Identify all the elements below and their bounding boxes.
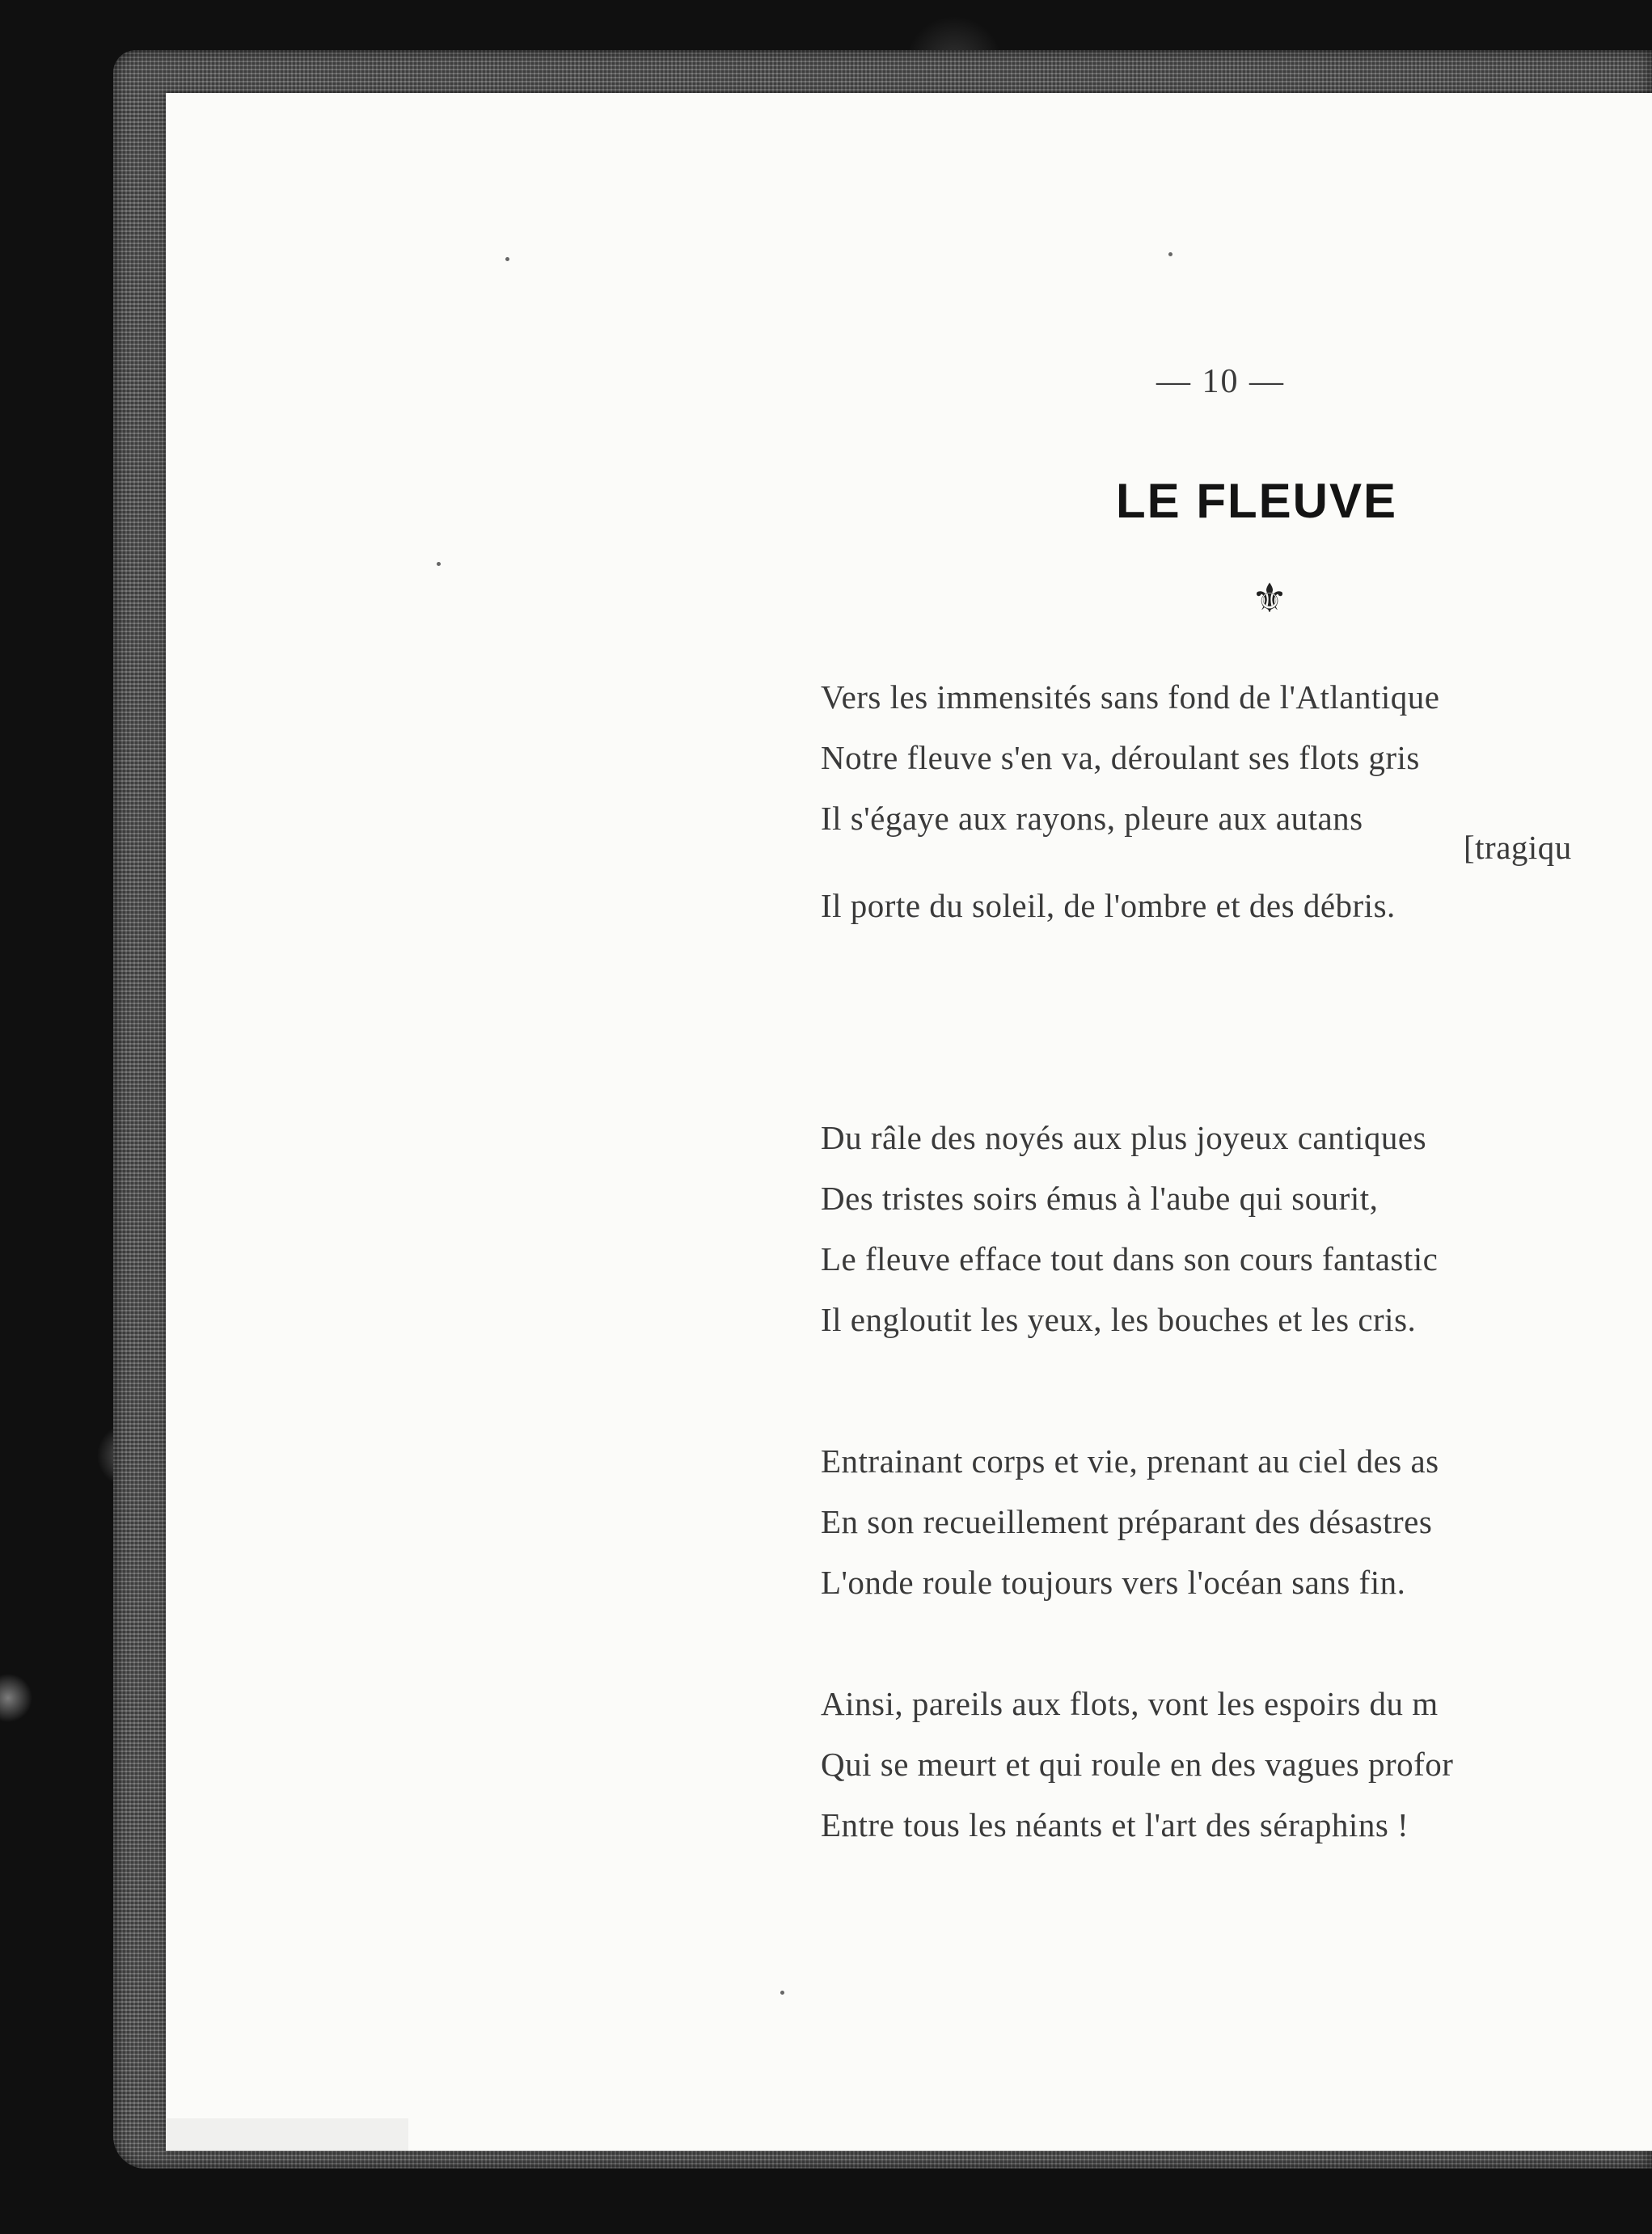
scan-speck <box>1168 252 1172 256</box>
stanza-2 <box>821 1108 1652 1350</box>
verse-line: Ainsi, pareils aux flots, vont les espoirs du m <box>821 1685 1439 1722</box>
fleur-de-lis-icon: ⚜ <box>1251 576 1288 621</box>
verse-line: Il engloutit les yeux, les bouches et les cris. <box>821 1301 1417 1338</box>
verse-line: Notre fleuve s'en va, déroulant ses flots gris <box>821 739 1420 776</box>
verse-line: En son recueillement préparant des désastres <box>821 1503 1433 1540</box>
stanza-4 <box>821 1674 1652 1856</box>
page-number: — 10 — <box>1156 363 1285 400</box>
verse-line: Entre tous les néants et l'art des séraphins ! <box>821 1806 1409 1843</box>
verse-line: Du râle des noyés aux plus joyeux cantiques <box>821 1119 1427 1156</box>
verse-line: Il s'égaye aux rayons, pleure aux autans <box>821 800 1363 837</box>
stanza-1 <box>821 667 1652 936</box>
stanza-3 <box>821 1431 1652 1613</box>
verse-line: L'onde roule toujours vers l'océan sans fin. <box>821 1564 1406 1601</box>
verse-line: Des tristes soirs émus à l'aube qui sourit, <box>821 1180 1379 1217</box>
verse-line: Vers les immensités sans fond de l'Atlantique <box>821 678 1440 716</box>
page-edge <box>166 2118 408 2151</box>
verse-line: Entrainant corps et vie, prenant au ciel des as <box>821 1442 1439 1480</box>
scan-speck <box>505 257 509 261</box>
verse-line: Le fleuve efface tout dans son cours fantastic <box>821 1240 1439 1277</box>
verse-line: Il porte du soleil, de l'ombre et des débris. <box>821 887 1396 924</box>
scan-speck <box>780 1991 784 1995</box>
poem-title: LE FLEUVE <box>1116 474 1398 528</box>
verse-line: Qui se meurt et qui roule en des vagues profor <box>821 1746 1454 1783</box>
scan-speck <box>437 562 441 566</box>
verse-line-continuation: [tragiqu <box>1464 829 1572 866</box>
